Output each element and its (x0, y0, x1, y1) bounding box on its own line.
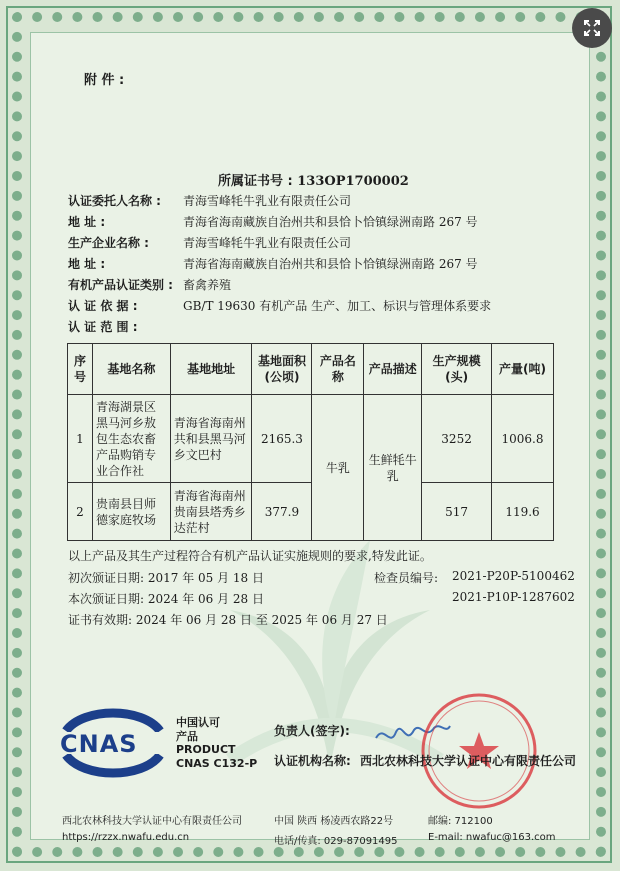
cnas-cn-line2: 产品 (176, 730, 198, 743)
base-name: 青海湖景区黑马河乡敖包生态农畜产品购销专业合作社 (92, 395, 170, 483)
cert-no-label: 所属证书号 : (218, 174, 293, 189)
base-name: 贵南县目师德家庭牧场 (92, 483, 170, 541)
footer-phone: 电话/传真: 029-87091495 (274, 836, 398, 847)
field-value: GB/T 19630 有机产品 生产、加工、标识与管理体系要求 (183, 299, 492, 313)
table-row (68, 395, 554, 483)
inspector-label: 检查员编号: (374, 571, 439, 585)
first-issue-date: 初次颁证日期: 2017 年 05 月 18 日 (68, 571, 265, 585)
table-header: 生产规模(头) (422, 344, 492, 395)
cnas-en-line1: PRODUCT (176, 743, 236, 756)
output: 119.6 (492, 483, 554, 541)
base-address: 青海省海南州共和县黑马河乡文巴村 (170, 395, 252, 483)
field-value: 青海雪峰牦牛乳业有限责任公司 (183, 194, 352, 208)
field-label: 地 址 : (68, 215, 106, 229)
cnas-logo-text: CNAS (60, 730, 138, 758)
footer-website[interactable]: https://rzzx.nwafu.edu.cn (62, 832, 190, 843)
output: 1006.8 (492, 395, 554, 483)
field-label: 认 证 依 据 : (68, 299, 138, 313)
base-area: 377.9 (252, 483, 312, 541)
row-number: 1 (68, 395, 93, 483)
cert-no-value: 133OP1700002 (297, 174, 409, 189)
field-label: 生产企业名称 : (68, 236, 149, 250)
base-address: 青海省海南州贵南县塔秀乡达茫村 (170, 483, 252, 541)
table-header: 基地面积(公顷) (252, 344, 312, 395)
field-value: 青海省海南藏族自治州共和县恰卜恰镇绿洲南路 267 号 (183, 257, 478, 271)
base-area: 2165.3 (252, 395, 312, 483)
signer-label: 负责人(签字): (274, 724, 350, 738)
cnas-cn-line1: 中国认可 (176, 716, 220, 729)
table-header-row (68, 344, 554, 395)
field-label: 地 址 : (68, 257, 106, 271)
footer-postcode: 邮编: 712100 (428, 816, 493, 827)
org-label: 认证机构名称: (274, 754, 351, 768)
base-table (67, 343, 554, 541)
production-scale: 3252 (422, 395, 492, 483)
table-header: 序号 (68, 344, 93, 395)
footer-email[interactable]: E-mail: nwafuc@163.com (428, 832, 556, 843)
field-value: 青海雪峰牦牛乳业有限责任公司 (183, 236, 352, 250)
table-header: 产品名称 (312, 344, 364, 395)
product-desc: 生鲜牦牛乳 (364, 395, 422, 541)
this-issue-date: 本次颁证日期: 2024 年 06 月 28 日 (68, 592, 265, 606)
certificate-number (218, 170, 409, 189)
expand-icon (582, 18, 602, 38)
field-label: 认证委托人名称 : (68, 194, 161, 208)
official-seal-icon (418, 690, 540, 812)
footer-org: 西北农林科技大学认证中心有限责任公司 (62, 816, 242, 827)
table-header: 基地名称 (92, 344, 170, 395)
field-label: 有机产品认证类别 : (68, 278, 173, 292)
footer-address: 中国 陕西 杨凌西农路22号 (274, 816, 394, 827)
expand-button[interactable] (572, 8, 612, 48)
table-header: 基地地址 (170, 344, 252, 395)
compliance-statement: 以上产品及其生产过程符合有机产品认证实施规则的要求,特发此证。 (68, 549, 432, 563)
production-scale: 517 (422, 483, 492, 541)
inspector-number: 2021-P10P-1287602 (452, 590, 575, 604)
validity-period: 证书有效期: 2024 年 06 月 28 日 至 2025 年 06 月 27 日 (68, 613, 388, 627)
org-name: 西北农林科技大学认证中心有限责任公司 (360, 754, 577, 768)
field-value: 青海省海南藏族自治州共和县恰卜恰镇绿洲南路 267 号 (183, 215, 478, 229)
table-row (68, 483, 554, 541)
cnas-en-line2: CNAS C132-P (176, 757, 258, 770)
table-header: 产品描述 (364, 344, 422, 395)
attachment-label: 附 件 : (84, 73, 125, 88)
field-label: 认 证 范 围 : (68, 320, 138, 334)
inspector-number: 2021-P20P-5100462 (452, 569, 575, 583)
product-name: 牛乳 (312, 395, 364, 541)
table-header: 产量(吨) (492, 344, 554, 395)
field-value: 畜禽养殖 (183, 278, 232, 292)
row-number: 2 (68, 483, 93, 541)
